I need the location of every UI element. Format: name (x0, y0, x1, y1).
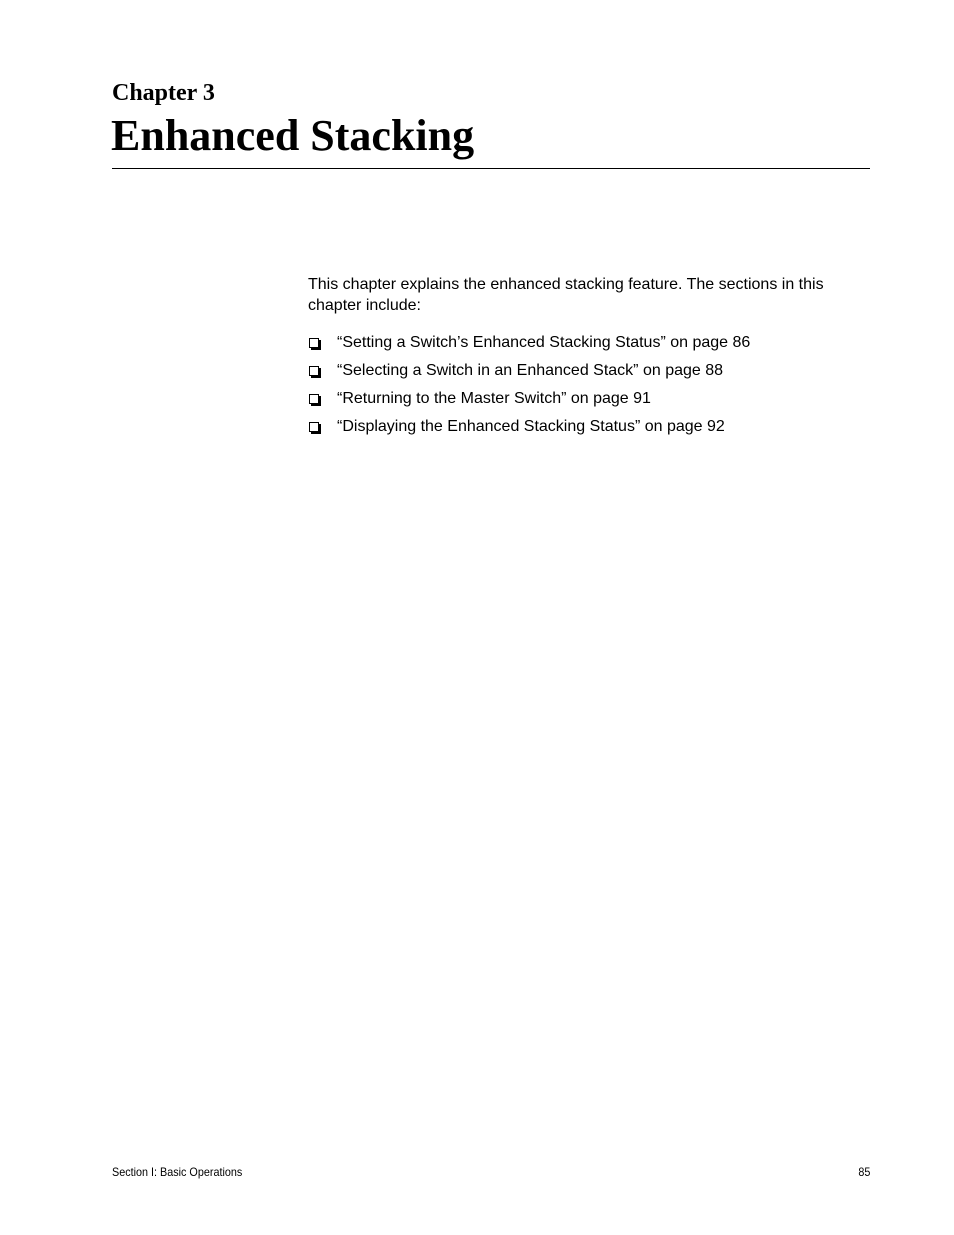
list-item[interactable] (308, 332, 870, 360)
section-link-label[interactable]: “Displaying the Enhanced Stacking Status” on page 92 (337, 418, 725, 435)
checkbox-bullet-icon (309, 338, 319, 348)
checkbox-bullet-icon (309, 366, 319, 376)
section-list (308, 332, 870, 444)
list-item[interactable] (308, 388, 870, 416)
checkbox-bullet-icon (309, 422, 319, 432)
footer-page-number: 85 (857, 1165, 870, 1179)
section-link-label[interactable]: “Returning to the Master Switch” on page 91 (337, 390, 651, 407)
page-title: Enhanced Stacking (111, 111, 475, 160)
list-item[interactable] (308, 360, 870, 388)
intro-paragraph: This chapter explains the enhanced stacking feature. The sections in this chapter include: (308, 276, 824, 314)
list-item[interactable] (308, 416, 870, 444)
section-link-label[interactable]: “Selecting a Switch in an Enhanced Stack” on page 88 (337, 362, 724, 379)
section-link-label[interactable]: “Setting a Switch’s Enhanced Stacking Status” on page 86 (337, 334, 751, 351)
footer-section-name: Section I: Basic Operations (112, 1165, 243, 1179)
chapter-label: Chapter 3 (112, 80, 215, 106)
checkbox-bullet-icon (309, 394, 319, 404)
title-divider (112, 168, 870, 169)
